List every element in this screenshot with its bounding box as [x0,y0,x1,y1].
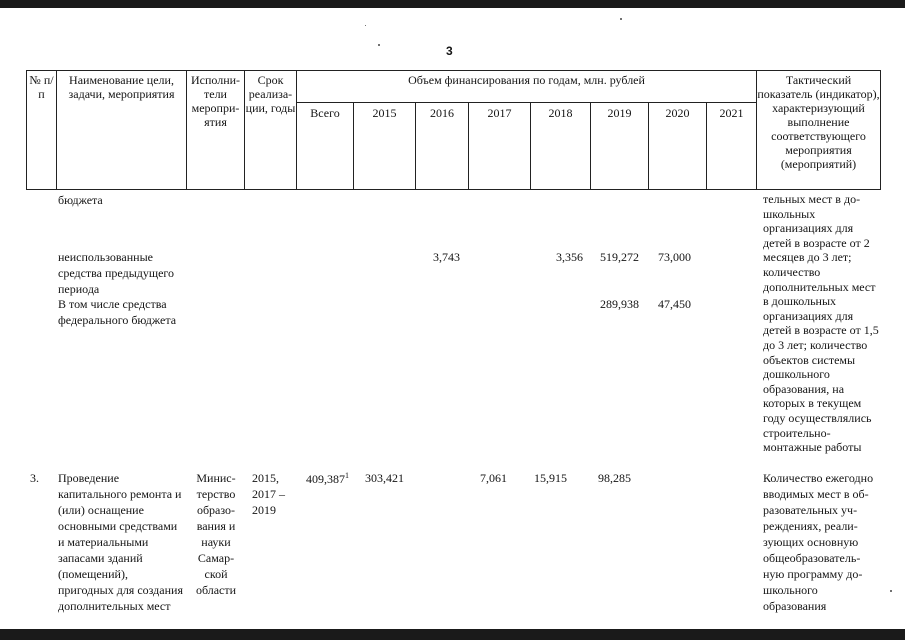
item-3-number: 3. [30,471,39,485]
item-3-total: 409,387$^1$ [306,471,349,486]
row-unused-2020: 73,000 [658,250,691,264]
header-year-2016: 2016 [430,106,454,120]
header-col-indicator: Тактический показатель (индикатор), характеризующий выполнение соответствующего мероприятия (мероприятий) [757,73,880,171]
scan-speck [365,25,366,26]
header-year-2019: 2019 [607,106,632,120]
row-unused-2019: 519,272 [600,250,639,264]
row-budget-tail: бюджета [58,193,103,207]
indicator-text-top: тельных мест в до-школьных организациях для детей в возрасте от 2 месяцев до 3 лет; количество дополнительных мест в дошкольных организациях для детей в возрасте от 1,5 до 3 лет; количество объектов системы дошкольного образования, на которых в текущем году осуществлялись строительно-монтажные работы [763,192,879,455]
scan-speck [620,18,622,20]
header-col-finance: Объем финансирования по годам, млн. рублей [408,73,645,87]
row-unused-funds-label: неиспользованные средства предыдущего периода [58,250,175,296]
row-federal-label: В том числе средства федерального бюджета [58,297,177,327]
footnote-mark: 1 [345,471,349,480]
row-federal-2019: 289,938 [600,297,639,311]
row-unused-2018: 3,356 [556,250,583,264]
header-col-total: Всего [310,106,340,120]
row-federal-2020: 47,450 [658,297,691,311]
item-3-2017: 7,061 [480,471,507,485]
header-year-2021: 2021 [719,106,744,120]
bottom-border-bar [0,629,905,640]
header-year-2017: 2017 [487,106,512,120]
header-col-name: Наименование цели, задачи, мероприятия [68,73,175,101]
item-3-indicator: Количество ежегодно вводимых мест в об-разовательных уч-реждениях, реали-зующих основную общеобразователь-ную программу до-школьного образования [763,471,874,613]
header-year-2018: 2018 [548,106,573,120]
header-col-executors: Исполни-тели меропри-ятия [190,73,241,129]
header-col-number: № п/п [29,73,54,101]
item-3-name: Проведение капитального ремонта и (или) оснащение основными средствами и материальными запасами зданий (помещений), пригодных для создания дополнительных мест [58,471,183,613]
item-3-term: 2015, 2017 – 2019 [252,471,285,517]
header-year-2020: 2020 [665,106,690,120]
scan-speck [890,590,892,592]
scan-speck [378,44,380,46]
row-unused-2016: 3,743 [433,250,460,264]
item-3-executor: Минис-терство образо-вания и науки Самар-ской области [195,471,237,597]
item-3-2018: 15,915 [534,471,567,485]
top-border-bar [0,0,905,8]
header-year-2015: 2015 [372,106,397,120]
item-3-2015: 303,421 [365,471,404,485]
header-col-term: Срок реализа-ции, годы [245,73,296,115]
page-number: 3 [446,44,453,58]
item-3-2019: 98,285 [598,471,631,485]
